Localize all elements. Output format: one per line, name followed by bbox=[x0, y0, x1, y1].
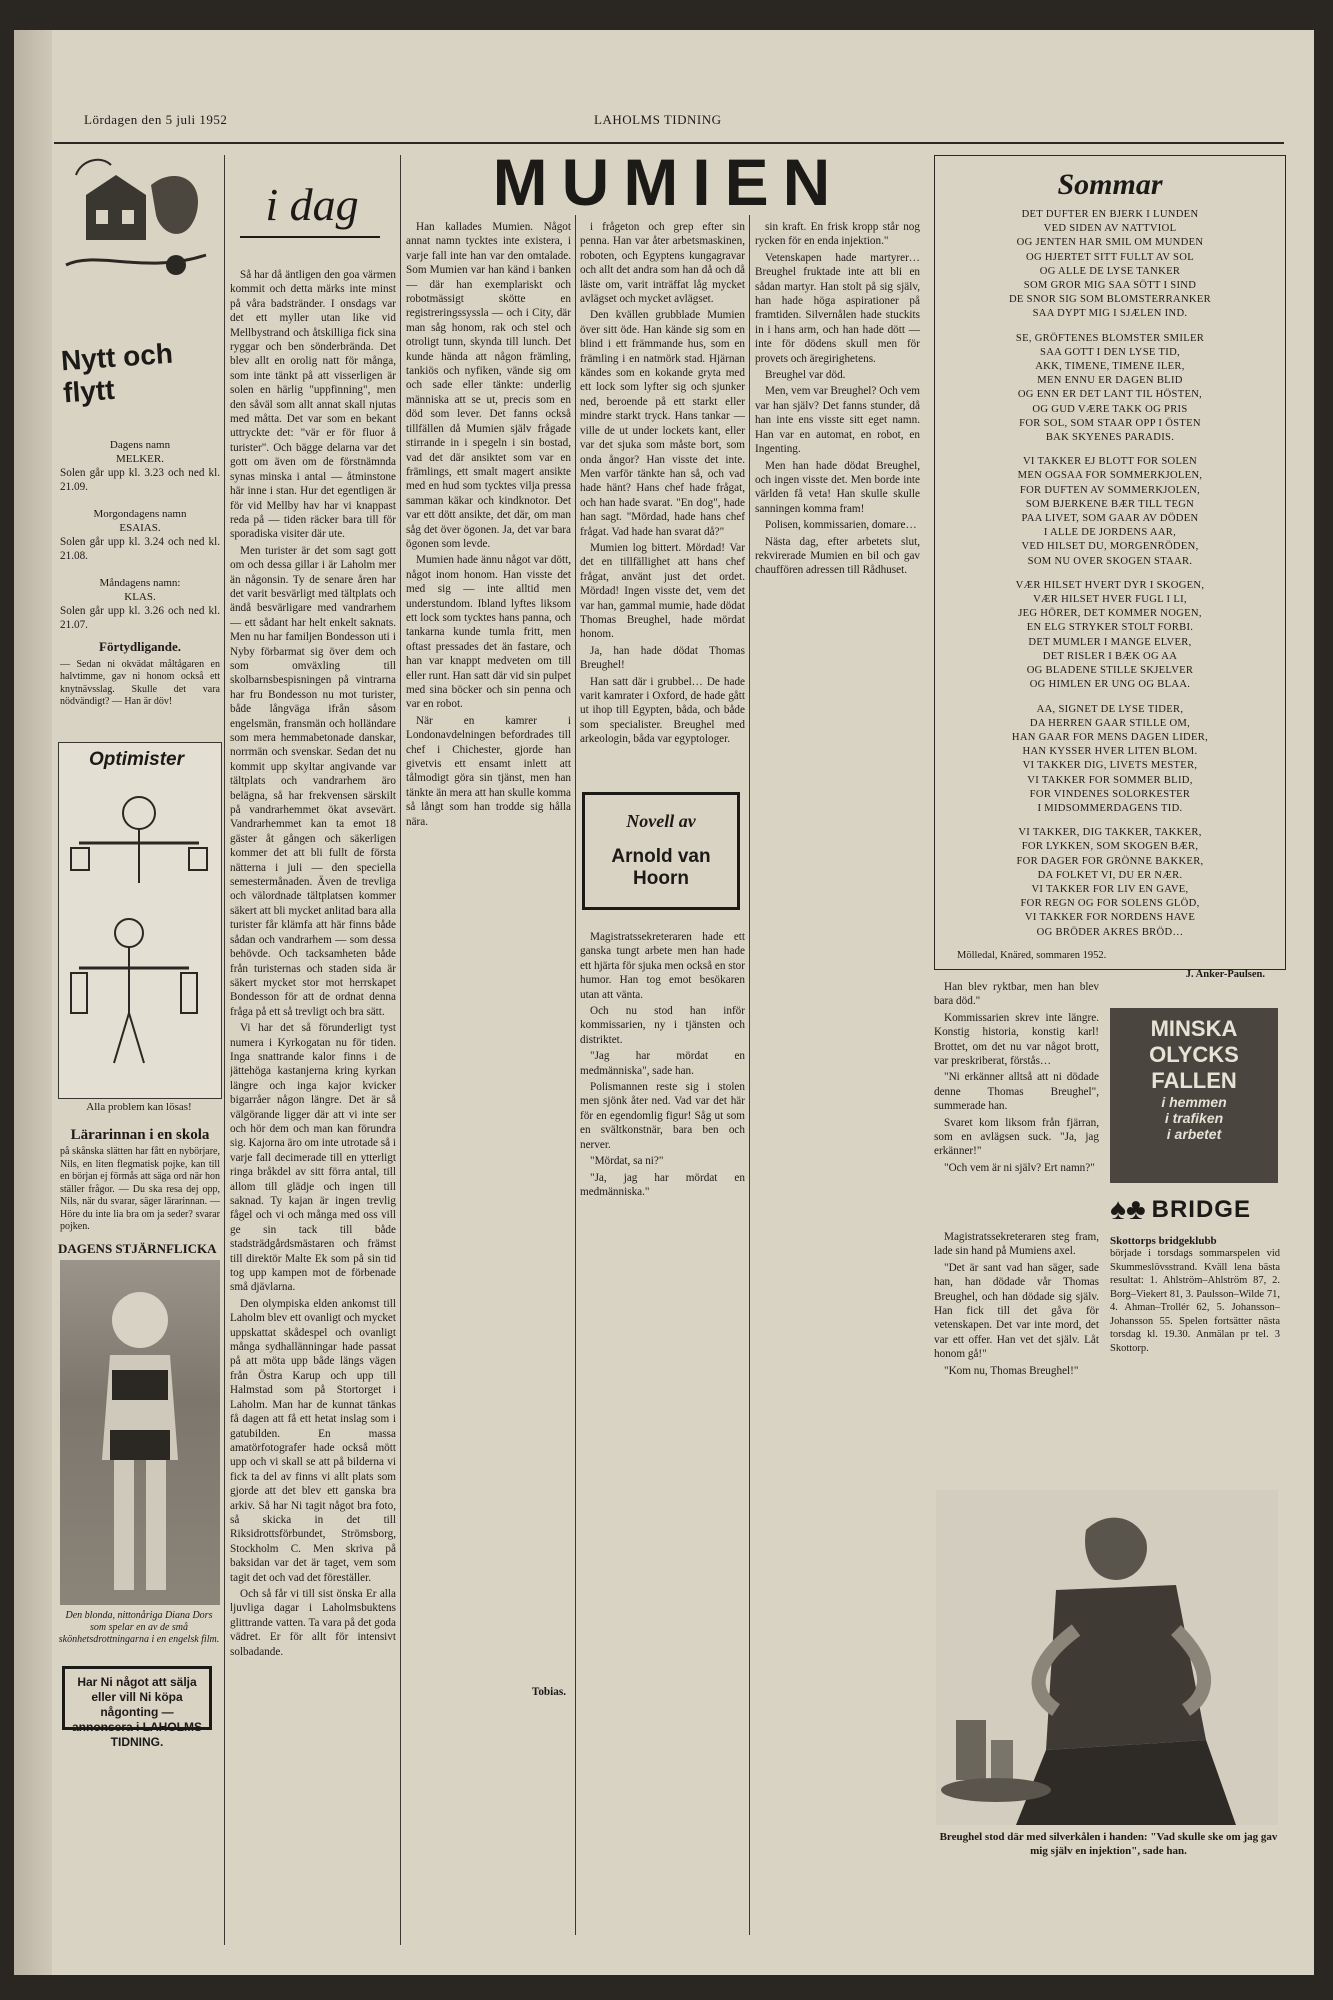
poem-line: JEG HÖRER, DET KOMMER NOGEN, bbox=[1018, 608, 1202, 620]
safety-campaign-ad bbox=[1110, 1008, 1278, 1183]
story-paragraph: Magistratssekreteraren steg fram, lade sin hand på Mumiens axel. bbox=[934, 1231, 1099, 1258]
story-paragraph: Vetenskapen hade martyrer… Breughel fruktade inte att bli en sådan martyr. Han stolt på sig själv, han hade höga aspirationer på framtiden. Silvernålen hade stuckits in i hans arm, och han hade dött — inte för dödens skull men för provets och äregirighetens. bbox=[755, 251, 920, 365]
story-column-4 bbox=[934, 980, 1099, 1230]
issue-date: Lördagen den 5 juli 1952 bbox=[84, 112, 228, 127]
poem-line: OG ENN ER DET LANT TIL HÖSTEN, bbox=[1017, 389, 1203, 401]
poem-line: OG HJERTET SITT FULLT AV SOL bbox=[1026, 251, 1194, 263]
stjarnflicka-caption: Den blonda, nittonåriga Diana Dors som spelar en av de små skönhetsdrottningarna i en engelsk film. bbox=[58, 1610, 220, 1645]
classified-ad-text: Har Ni något att sälja eller vill Ni köpa någonting — annonsera i LAHOLMS TIDNING. bbox=[71, 1675, 202, 1749]
nytt-och-flytt-logo bbox=[56, 155, 218, 445]
poem-stanza bbox=[935, 208, 1285, 322]
story-paragraph: "Det är sant vad han säger, sade han, han dödade vår Thomas Breughel, och han dödade sig själv. Han fick till det gåva för vetenskapen. Det var inte mord, det var ett offer. Han vet det själv. Låt honom gå!" bbox=[934, 1261, 1099, 1361]
story-paragraph: "Mördat, sa ni?" bbox=[590, 1155, 664, 1168]
story-column-2 bbox=[580, 220, 745, 780]
poem-line: OG BLADENE STILLE SKJELVER bbox=[1026, 665, 1194, 677]
poem-line: FOR DUFTEN AV SOMMERKJOLEN, bbox=[1019, 484, 1201, 496]
poem-line: FOR REGN OG FOR SOLENS GLÖD, bbox=[1020, 898, 1200, 910]
poem-line: EN ELG STRYKER STOLT FORBI. bbox=[1026, 622, 1194, 634]
poem-line: FOR SOL, SOM STAAR OPP I ÖSTEN bbox=[1019, 417, 1201, 429]
poem-line: SOM NU OVER SKOGEN STAAR. bbox=[1027, 555, 1193, 567]
campaign-line: MINSKA bbox=[1150, 1016, 1238, 1041]
poem-line: SAA GOTT I DEN LYSE TID, bbox=[1040, 346, 1180, 358]
poem-line: VI TAKKER DIG, LIVETS MESTER, bbox=[1022, 760, 1198, 772]
poem-line: DE SNOR SIG SOM BLOMSTERRANKER bbox=[1008, 294, 1212, 306]
poem-line: OG HIMLEN ER UNG OG BLAA. bbox=[1029, 679, 1191, 691]
poem-line: FOR DAGER FOR GRÖNNE BAKKER, bbox=[1016, 855, 1204, 867]
story-paragraph: "Jag har mördat en medmänniska", sade han. bbox=[580, 1050, 745, 1077]
idag-title-underline bbox=[240, 236, 380, 238]
idag-paragraph: Men turister är det som sagt gott om och dessa gillar i är Laholm mer än någonsin. Ty de senare åren har det varit besvärligt med tältplats och ändå besvärligare med vandrarhem — ett sådant har helt enkelt saknats. Men nu har familjen Bondesson uti i Nyby förbarmat sig över dem och som omväxling till skolbarnsbespisningen på vintrarna har fru Bondesson nu mot turister, både långväga ifrån såsom engelsmän, fransmän och holländare som mera hemmabetonade danskar, norrmän och svenskar. Sedan det nu kommit upp skyltar angivande var tältplats och vandrarhem äro belägna, så har frekvensen särskilt på vandrarhemmet ökat avsevärt. Vandrarhemmet kan ta emot 18 gäster åt gången och säkerligen kommer det att bli fullt de första nätterna i juli — den speciella semestermånaden. Även de trevliga och välordnade tältplatsen kommer säkert att bli mycket anlitad bara alla turister får klämfa att här finns både sådan och vandrarhem — som dessa behövde. Och tacksamheten både från turisternas och staden sida är säkert mycket stor mot herrskapet Bondesson för att de ordnat denna fråga på ett så trevligt och bra sätt. bbox=[230, 544, 396, 1018]
poem-line: VÆR HILSET HVER FUGL I LI, bbox=[1033, 594, 1187, 606]
playing-cards-icon: ♠♣ bbox=[1110, 1193, 1146, 1226]
name-day-name: MELKER. bbox=[116, 453, 164, 465]
poem-line: PAA LIVET, SOM GAAR AV DÖDEN bbox=[1021, 513, 1199, 525]
poem-line: VI TAKKER FOR SOMMER BLID, bbox=[1027, 774, 1193, 786]
poem-line: I ALLE DE JORDENS AAR, bbox=[1043, 527, 1177, 539]
campaign-line: i arbetet bbox=[1166, 1126, 1222, 1142]
poem-line: VI TAKKER EJ BLOTT FOR SOLEN bbox=[1022, 456, 1197, 468]
story-paragraph: "Ni erkänner alltså att ni dödade denne Thomas Breughel", summerade han. bbox=[934, 1071, 1099, 1113]
stjarnflicka-photo bbox=[60, 1260, 220, 1605]
story-paragraph: "Kom nu, Thomas Breughel!" bbox=[944, 1364, 1079, 1377]
story-paragraph: När en kamrer i Londonavdelningen befordrades till chef i Chichester, gjorde han givetvis ett ensamt inlett att tålmodigt göra sin tjänst, men han tänkte än mera att han skulle komma så långt som han trodde sig hålla nära. bbox=[406, 714, 571, 828]
bridge-text: började i torsdags sommarspelen vid Skummeslövsstrand. Kväll lena bästa resultat: 1. Ahlström–Ahlström 87, 2. Borg–Viekert 81, 3. Paulsson–Wilde 71, 4. Ahman–Trollér 62, 5. Johansson–Johansson 55. Spelen fortsätter nästa torsdag kl. 19.30. Anmälan pr tel. 3 Skottorp. bbox=[1110, 1248, 1280, 1354]
name-days-block bbox=[60, 438, 220, 709]
name-day-name: KLAS. bbox=[124, 590, 156, 603]
story-paragraph: Polismannen reste sig i stolen men sjönk åter ned. Vad var det här för en egendomlig figur! Såg ut som en svältkonstnär, bara ben och nerver. bbox=[580, 1081, 745, 1151]
story-paragraph: Svaret kom liksom från fjärran, som en avlägsen suck. "Ja, jag erkänner!" bbox=[934, 1116, 1099, 1158]
poem-line: DA FOLKET VI, DU ER NÆR. bbox=[1037, 869, 1183, 881]
story-column-1 bbox=[406, 220, 571, 1620]
idag-paragraph: Vi har det så förunderligt tyst numera i Kyrkogatan nu för tiden. Inga snattrande kalor finns i de jättehöga kastanjerna kring kyrkan längre och inga kajor kvicker bigarråer någon längre. Det är så välgörande ligger där att vi inte ser och hör dem och man kan förundra sig. Kajorna äro om inte utrotade så i varje fall decimerade till en ytterligt ringa bråkdel av sitt förra antal, till allom till glädje och ingen till saknad. Ty kajan är ingen trevlig fågel och vi och många med oss vill ge sin tack till både stadsträdgårdsmästaren och främst till direktör Malte Ek som på sin tid tog upp kampen mot de förbenade små djävlarna. bbox=[230, 1022, 396, 1294]
newspaper-name: LAHOLMS TIDNING bbox=[594, 112, 722, 127]
story-column-3 bbox=[755, 220, 920, 1940]
sommar-poem-box bbox=[934, 155, 1286, 980]
story-paragraph: "Och vem är ni själv? Ert namn?" bbox=[944, 1161, 1095, 1174]
logo-title: Nytt och flytt bbox=[59, 337, 174, 409]
story-paragraph: Breughel var död. bbox=[765, 369, 846, 382]
bridge-section bbox=[1110, 1195, 1280, 1355]
story-paragraph: Magistratssekreteraren hade ett ganska tungt arbete men han hade ett hjärta för sjuka men också en stor humor. Han tog emot besökaren utan att vänta. bbox=[580, 931, 745, 1001]
poem-line: BAK SKYENES PARADIS. bbox=[1045, 432, 1175, 444]
poem-line: OG JENTEN HAR SMIL OM MUNDEN bbox=[1016, 237, 1204, 249]
bridge-title: BRIDGE bbox=[1151, 1196, 1251, 1223]
optimister-cartoon bbox=[58, 742, 222, 1099]
poem-title: Sommar bbox=[1057, 168, 1163, 201]
poem-line: OG GUD VÆRE TAKK OG PRIS bbox=[1032, 403, 1188, 415]
sun-times: Solen går upp kl. 3.24 och ned kl. 21.08. bbox=[60, 535, 220, 563]
name-day-label: Måndagens namn: bbox=[99, 576, 181, 589]
cartoon-title: Optimister bbox=[89, 749, 185, 770]
poem-place-date: Mölledal, Knäred, sommaren 1952. bbox=[957, 949, 1107, 961]
story-paragraph: Ja, han hade dödat Thomas Breughel! bbox=[580, 644, 745, 672]
poem-line: SOM BJERKENE BÆR TILL TEGN bbox=[1025, 498, 1195, 510]
story-paragraph: Nästa dag, efter arbetets slut, rekvirerade Mumien en bil och gav chauffören adressen till Rådhuset. bbox=[755, 535, 920, 577]
poem-stanza bbox=[935, 455, 1285, 569]
poem-line: SAA DYPT MIG I SJÆLEN IND. bbox=[1032, 308, 1188, 320]
novella-label: Novell av bbox=[626, 811, 696, 831]
story-paragraph: i frågeton och grep efter sin penna. Han var åter arbetsmaskinen, roboten, och Egyptens kungagravar och allt det andra som han då och då läste om, varit inträffat låg mycket avlägset och mycket avlägset. bbox=[580, 221, 745, 306]
idag-title: i dag bbox=[265, 179, 359, 230]
story-paragraph: Men, vem var Breughel? Och vem var han själv? Det fanns stunder, då han inte ens visste sitt eget namn. Han var en automat, en robot, en Ingenting. bbox=[755, 385, 920, 456]
poem-line: VED SIDEN AV NATTVIOL bbox=[1043, 223, 1177, 235]
illustration-caption: Breughel stod där med silverkålen i handen: "Vad skulle ske om jag gav mig själv en injektion", sade han. bbox=[939, 1831, 1278, 1857]
poem-stanza bbox=[935, 579, 1285, 693]
poem-line: VÆR HILSET HVERT DYR I SKOGEN, bbox=[1015, 579, 1205, 591]
campaign-line: i hemmen bbox=[1161, 1094, 1227, 1110]
teacher-title: Lärarinnan i en skola bbox=[70, 1127, 210, 1143]
story-paragraph: Kommissarien skrev inte längre. Konstig historia, konstig karl! Brottet, om det nu var något brott, var preskriberat, förstås… bbox=[934, 1011, 1099, 1068]
poem-line: MEN ENNU ER DAGEN BLID bbox=[1037, 375, 1183, 387]
classified-ad-box bbox=[62, 1666, 212, 1749]
story-column-4b bbox=[934, 1230, 1099, 1485]
name-day-label: Dagens namn bbox=[109, 439, 171, 451]
poem-line: DA HERREN GAAR STILLE OM, bbox=[1029, 717, 1191, 729]
campaign-line: FALLEN bbox=[1151, 1068, 1237, 1093]
poem-line: HAN GAAR FOR MENS DAGEN LIDER, bbox=[1011, 731, 1209, 743]
breughel-illustration bbox=[936, 1490, 1278, 1825]
column-rule bbox=[224, 155, 225, 1945]
poem-line: DET DUFTER EN BJERK I LUNDEN bbox=[1021, 209, 1199, 220]
poem-line: VI TAKKER, DIG TAKKER, TAKKER, bbox=[1018, 827, 1202, 839]
sun-times: Solen går upp kl. 3.26 och ned kl. 21.07. bbox=[60, 604, 220, 632]
poem-body bbox=[935, 208, 1285, 940]
name-day-label: Morgondagens namn bbox=[93, 507, 187, 520]
bridge-club: Skottorps bridgeklubb bbox=[1110, 1235, 1217, 1247]
poem-line: AKK, TIMENE, TIMENE ILER, bbox=[1035, 361, 1185, 373]
story-paragraph: "Ja, jag har mördat en medmänniska." bbox=[580, 1171, 745, 1198]
poem-line: OG BRÖDER AKRES BRÖD… bbox=[1036, 926, 1184, 938]
poem-line: I MIDSOMMERDAGENS TID. bbox=[1037, 802, 1183, 814]
campaign-line: OLYCKS bbox=[1149, 1042, 1239, 1067]
poem-line: SE, GRÖFTENES BLOMSTER SMILER bbox=[1015, 332, 1205, 344]
column-rule bbox=[400, 155, 401, 1945]
story-headline: MUMIEN bbox=[492, 145, 845, 219]
newspaper-page bbox=[14, 30, 1314, 1975]
poem-line: DET RISLER I BÆK OG AA bbox=[1042, 650, 1178, 662]
teacher-text: på skånska slätten har fått en nybörjare, Nils, en liten flegmatisk pojke, kan till en början ej förmås att säga ord när hon ställer frågor. — Du ska resa dej opp, Nils, när du svarar, säger lärarinnan. — Höre du inte lia bra om ja seder? svarar pojken. bbox=[60, 1146, 220, 1233]
poem-line: OG ALLE DE LYSE TANKER bbox=[1039, 265, 1181, 277]
poem-line: VED HILSET DU, MORGENRÖDEN, bbox=[1021, 541, 1199, 553]
idag-paragraph: Så har då äntligen den goa värmen kommit och detta märks inte minst på våra badstränder. I onsdags var det ett myller utan like vid Mellbystrand och åtskilliga fick sina ryggar och ben sönderbrända. Det blev allt en orolig natt för många, som inte tänkt på att visserligen är solen en härlig "uppfinning", men den såväl som allt annat skall njutas med måtta. Det var som en bekant uttryckte det: "vär er för fluor å turister". Och bägge delarna var det gott om även om de förstnämnda synas minska i antal — åtminstone här inne i stan. Hur det egentligen är för vid Mellby hav har vi knappast reda på — tiden räcker bara till för sporadiska visiter där ute. bbox=[230, 269, 396, 541]
poem-line: HAN KYSSER HVER LITEN BLOM. bbox=[1022, 746, 1198, 758]
campaign-line: i trafiken bbox=[1164, 1110, 1224, 1126]
poem-stanza bbox=[935, 703, 1285, 817]
story-paragraph: Mumien hade ännu något var dött, något inom honom. Han visste det med sig — inte alltid men understundom. Ibland lyftes liksom ett lock som tycktes hans panna, och tankarna kunde tumla fritt, men oftast pressades det än fastare, och han var knappt medveten om till eller runt. Han satt där vid sin pulpet med sina böcker och sin penna och var en robot. bbox=[406, 554, 571, 711]
poem-line: AA, SIGNET DE LYSE TIDER, bbox=[1036, 703, 1184, 715]
story-column-2b bbox=[580, 930, 745, 1930]
page-fold-shadow bbox=[14, 30, 52, 1975]
novella-author: Arnold van Hoorn bbox=[611, 846, 711, 889]
story-paragraph: Han blev ryktbar, men han blev bara död." bbox=[934, 981, 1099, 1008]
story-paragraph: Han kallades Mumien. Något annat namn tycktes inte existera, i varje fall inte han var den omtalade. Som Mumien var han känd i banken — där han exemplariskt och robotmässigt skötte en registreringssyssla — och i City, där man såg honom, rak och stel och otroligt tunn, skynda till lunch. Det kunde hända att någon främling, tankiös och nyfiken, vände sig om och sade eller tänkte: underlig människa att se ut, precis som en död som lever. Det fanns också tillfällen då Mumien själv frågade stirrande in i spegeln i sin bostad, vad det där ansiktet som var en främlings, ett smalt magert ansikte med en hud som tycktes vilja pressa samman käkar och kindknotor. Det var ett dött ansikte, det där, om man såg det över ögonen. Ja, det var bara ögonen som levde. bbox=[406, 221, 571, 550]
poem-stanza bbox=[935, 826, 1285, 940]
story-paragraph: Han satt där i grubbel… De hade varit kamrater i Oxford, de hade gått ut ihop till Egypten, båda, och både som specialister. Breughel med arkeologin, båda var egyptologer. bbox=[580, 675, 745, 746]
idag-paragraph: Och så får vi till sist önska Er alla ljuvliga dagar i Laholmsbuktens glittrande vatten. Ta vara på det goda vädret. Er för allt för intensivt solbadande. bbox=[230, 1587, 396, 1658]
poem-line: MEN OGSAA FOR SOMMERKJOLEN, bbox=[1017, 470, 1203, 482]
sun-times: Solen går upp kl. 3.23 och ned kl. 21.09. bbox=[60, 467, 220, 494]
fortydligande-text: — Sedan ni okvädat måltågaren en halvtimme, gav ni honom också ett knytnävsslag. Skulle det vara nödvändigt? — Han är döv! bbox=[60, 658, 220, 708]
poem-line: FOR LYKKEN, SOM SKOGEN BÆR, bbox=[1021, 841, 1199, 853]
story-paragraph: Mumien log bittert. Mördad! Var det en tillfällighet att hans chef frågat, använt just det ordet. Mördad! Ingen visste det, vem det var han, gammal mumie, hade dödat Thomas Breughel, hade mördat honom. bbox=[580, 541, 745, 641]
header-rule bbox=[54, 142, 1284, 144]
story-paragraph: Och nu stod han inför kommissarien, ny i tjänsten och distriktet. bbox=[580, 1005, 745, 1046]
poem-line: VI TAKKER FOR NORDENS HAVE bbox=[1024, 912, 1196, 924]
idag-signature bbox=[406, 1685, 566, 1699]
fortydligande-title: Förtydligande. bbox=[99, 639, 181, 655]
novella-box bbox=[582, 792, 740, 910]
story-paragraph: sin kraft. En frisk kropp står nog rycken för en enda injektion." bbox=[755, 221, 920, 248]
cartoon-caption: Alla problem kan lösas! bbox=[86, 1101, 192, 1113]
poem-line: SOM GROR MIG SAA SÖTT I SIND bbox=[1023, 280, 1197, 292]
poem-stanza bbox=[935, 332, 1285, 446]
poem-line: VI TAKKER FOR LIV EN GAVE, bbox=[1031, 883, 1189, 895]
column-rule bbox=[575, 215, 576, 1935]
idag-signature-text: Tobias. bbox=[531, 1686, 566, 1698]
name-day-name: ESAIAS. bbox=[119, 521, 161, 534]
idag-paragraph: Den olympiska elden ankomst till Laholm blev ett ovanligt och mycket uppskattat skådespel och ovanligt många sydhallänningar hade passat på att möta upp både längs vägen från Östra Karup och upp till Halmstad som på Stortorget i Laholm. Man har de kunnat tänkas få dagen att få ett hetat inslag som i gatubilden. En massa amatörfotografer hade också mött upp och vi skall se att på bilderna vi fick ta del av finns vi allt plats som gjorde att det blev ett ganska bra arkiv. Så har Ni tagit något bra foto, så skicka in det till Riksidrottsförbundet, Strömsborg, Stockholm C. Men skriva på baksidan var det är taget, vem som tagit det och vad det föreställer. bbox=[230, 1297, 396, 1584]
teacher-joke bbox=[60, 1122, 220, 1234]
story-paragraph: Men han hade dödat Breughel, och ingen visste det. Men borde inte världen få veta! Han skulle skulle sanningen komma fram! bbox=[755, 459, 920, 515]
poem-signature: J. Anker-Paulsen. bbox=[1185, 968, 1265, 980]
poem-line: DET MUMLER I MANGE ELVER, bbox=[1028, 636, 1192, 648]
story-paragraph: Den kvällen grubblade Mumien över sitt öde. Han kände sig som en blind i ett främmande hus, som en främling i en natmörk stad. Hjärnan kändes som en kokande gryta med ett lock som lyfter sig och sjunker ned, beroende på ett starkt eller mindre starkt tryck. Hans tankar — ville de ut under lockets kant, eller var det sjuka som måste bort, som onda ångor? Han visste det inte. Men varför tänkte han så, och vad hade hänt? Hans chef hade frågat, och han hade svarat. "En dog", hade han sagt. "Mördad, hade hans chef frågat. Vad hade han svarat då?" bbox=[580, 309, 745, 538]
poem-line: FOR VINDENES SOLORKESTER bbox=[1029, 788, 1191, 800]
stjarnflicka-title: DAGENS STJÄRNFLICKA bbox=[58, 1241, 217, 1256]
column-rule bbox=[749, 215, 750, 1935]
idag-column bbox=[230, 268, 396, 1958]
story-paragraph: Polisen, kommissarien, domare… bbox=[765, 519, 917, 532]
